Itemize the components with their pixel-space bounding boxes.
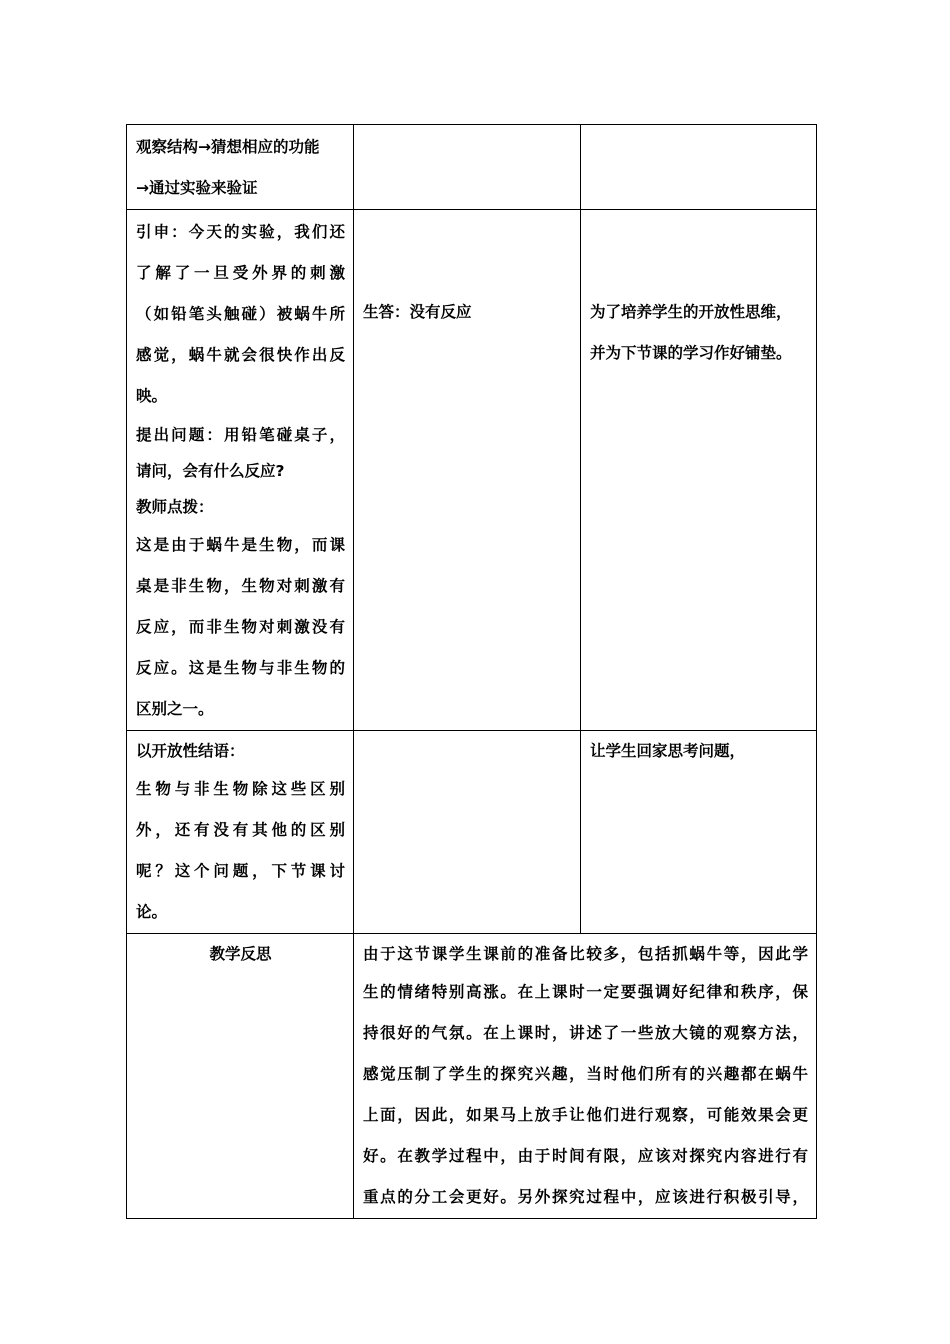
cell-line: 这是由于蜗牛是生物，而课 [136,536,345,554]
cell-line: 感觉压制了学生的探究兴趣，当时他们所有的兴趣都在蜗牛 [363,1065,808,1083]
cell-line: 重点的分工会更好。另外探究过程中，应该进行积极引导， [363,1188,808,1206]
cell-line: →通过实验来验证 [136,179,258,197]
teacher-activity-cell [127,210,354,731]
design-intent-cell [581,125,817,210]
reflection-row [127,934,817,1219]
cell-line: 上面，因此，如果马上放手让他们进行观察，可能效果会更 [363,1106,808,1124]
reflection-content-cell [354,934,817,1219]
reflection-label: 教学反思 [209,945,272,963]
cell-line: （如铅笔头触碰）被蜗牛所 [136,305,345,323]
teacher-activity-cell [127,125,354,210]
table-row [127,210,817,731]
reflection-label-cell [127,934,354,1219]
cell-line: 为了培养学生的开放性思维， [590,303,792,321]
cell-line: 请问，会有什么反应? [136,462,285,480]
cell-line: 反应。这是生物与非生物的 [136,659,345,677]
cell-line: 反应，而非生物对刺激没有 [136,618,345,636]
cell-line: 区别之一。 [136,700,214,718]
cell-line: 生物与非生物除这些区别 [136,780,345,798]
cell-line: 外，还有没有其他的区别 [136,821,345,839]
cell-line: 感觉，蜗牛就会很快作出反 [136,346,345,364]
design-intent-cell [581,210,817,731]
design-intent-cell [581,731,817,934]
cell-line: 桌是非生物，生物对刺激有 [136,577,345,595]
table-row [127,731,817,934]
cell-line: 并为下节课的学习作好铺垫。 [590,344,792,362]
cell-line: 映。 [136,387,168,405]
student-activity-cell [354,210,581,731]
lesson-plan-table [126,124,817,1219]
cell-line: 教师点拨： [136,498,214,516]
student-activity-cell [354,731,581,934]
student-activity-cell [354,125,581,210]
cell-line: 呢？这个问题，下节课讨 [136,862,345,880]
cell-line: 由于这节课学生课前的准备比较多，包括抓蜗牛等，因此学 [363,945,808,963]
teacher-activity-cell [127,731,354,934]
cell-line: 了解了一旦受外界的刺激 [136,264,345,282]
cell-line: 好。在教学过程中，由于时间有限，应该对探究内容进行有 [363,1147,808,1165]
cell-line: 持很好的气氛。在上课时，讲述了一些放大镜的观察方法， [363,1024,808,1042]
cell-line: 生的情绪特别高涨。在上课时一定要强调好纪律和秩序，保 [363,983,808,1001]
student-answer: 生答：没有反应 [363,303,472,321]
cell-line: 提出问题：用铅笔碰桌子， [136,426,345,444]
cell-line: 观察结构→猜想相应的功能 [136,138,320,156]
cell-line: 论。 [136,903,168,921]
cell-line: 让学生回家思考问题， [590,742,746,760]
cell-line: 引申：今天的实验，我们还 [136,223,345,241]
table-row [127,125,817,210]
cell-line: 以开放性结语： [136,742,245,760]
